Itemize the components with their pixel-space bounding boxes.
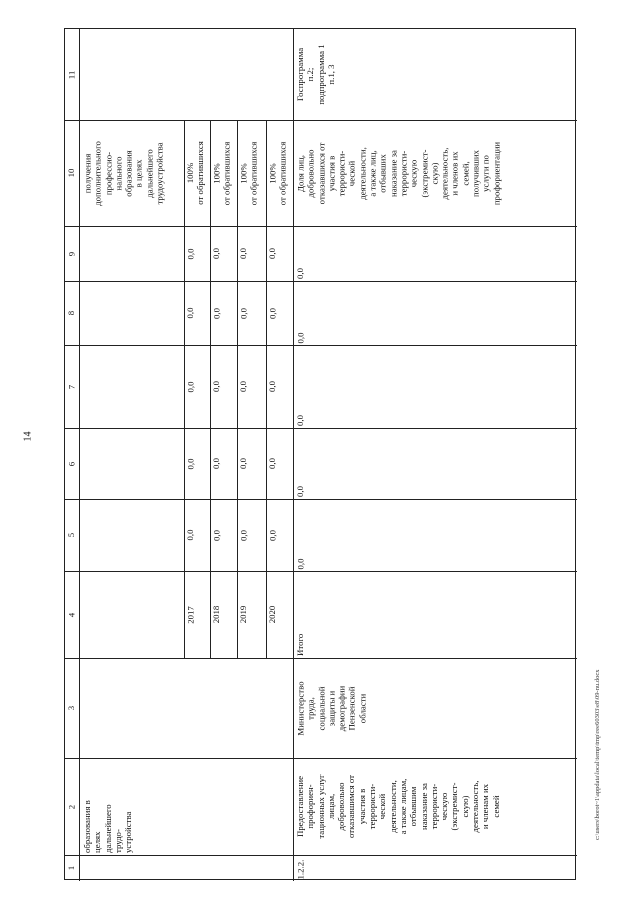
item-amount-cell: 0,0 (295, 268, 305, 279)
amount-cell: 0,0 (267, 381, 277, 392)
col-number-10: 10 (66, 168, 76, 178)
amount-cell: 0,0 (238, 248, 248, 259)
col-number-6: 6 (66, 461, 76, 466)
target-cell: 100% от обратившихся (211, 141, 232, 205)
amount-cell: 0,0 (211, 248, 221, 259)
col-number-5: 5 (66, 532, 76, 538)
year-cell: 2019 (238, 605, 248, 624)
item-program-ref: Госпрограмма п.2; подпрограмма 1 п.1, 3 (295, 44, 336, 105)
item-number: 1.2.2. (295, 859, 305, 879)
amount-cell: 0,0 (238, 529, 248, 541)
col-number-9: 9 (66, 251, 76, 256)
cont-col2-text: образования в целях дальнейшего трудо- устройства (82, 800, 134, 853)
year-cell: 2017 (185, 605, 195, 624)
cont-col10-text: получения дополнительного профессио- нального образования в целях дальнейшего трудоустройства (82, 140, 165, 206)
amount-cell: 0,0 (267, 458, 277, 469)
item-description: Предоставление профориен- тационных услуг лицам, добровольно отказавшимся от участия в террористи- ческой деятельности, а также лицам, отбывшим наказание за террористи- ческую (экстремист- скую) деятельность, и членам их семей (295, 774, 501, 839)
amount-cell: 0,0 (238, 458, 248, 469)
footer-path-text: c:\users\borot~1\appdata\local\temp\tmp\ree60303\e8\09-nu.docx (594, 669, 601, 840)
amount-cell: 0,0 (211, 381, 221, 392)
amount-cell: 0,0 (185, 529, 195, 541)
rotated-data-table (64, 28, 576, 880)
amount-cell: 0,0 (211, 529, 221, 541)
item-executor: Министерство труда, социальной защиты и демографии Пензенской области (295, 680, 367, 736)
target-cell: 100% от обратившихся (238, 141, 259, 205)
amount-cell: 0,0 (238, 307, 248, 319)
amount-cell: 0,0 (211, 458, 221, 469)
col-number-4: 4 (66, 612, 76, 617)
amount-cell: 0,0 (267, 307, 277, 319)
col-number-8: 8 (66, 310, 76, 316)
amount-cell: 0,0 (267, 529, 277, 541)
target-cell: 100% от обратившихся (185, 141, 206, 205)
amount-cell: 0,0 (185, 381, 195, 392)
amount-cell: 0,0 (185, 248, 195, 259)
amount-cell: 0,0 (185, 307, 195, 319)
col-number-2: 2 (66, 804, 76, 809)
item-total-label: Итого (295, 633, 305, 656)
amount-cell: 0,0 (185, 458, 195, 469)
item-indicator: Доля лиц, добровольно отказавшихся от участия в террористи- ческой деятельности, а также лиц, отбывших наказание за террористи- ческую (экстремист- скую) деятельность, и членов их семей, получивших услуги по профориентации (295, 141, 501, 205)
year-cell: 2018 (211, 605, 221, 624)
amount-cell: 0,0 (238, 381, 248, 392)
col-number-7: 7 (66, 384, 76, 389)
year-cell: 2020 (267, 605, 277, 624)
item-amount-cell: 0,0 (295, 332, 305, 343)
item-amount-cell: 0,0 (295, 415, 305, 426)
item-amount-cell: 0,0 (295, 558, 305, 569)
item-amount-cell: 0,0 (295, 486, 305, 497)
col-number-3: 3 (66, 705, 76, 711)
amount-cell: 0,0 (211, 307, 221, 319)
col-number-11: 11 (66, 70, 76, 79)
amount-cell: 0,0 (267, 248, 277, 259)
col-number-1: 1 (66, 865, 76, 871)
page-number: 14 (22, 431, 34, 442)
target-cell: 100% от обратившихся (267, 141, 288, 205)
